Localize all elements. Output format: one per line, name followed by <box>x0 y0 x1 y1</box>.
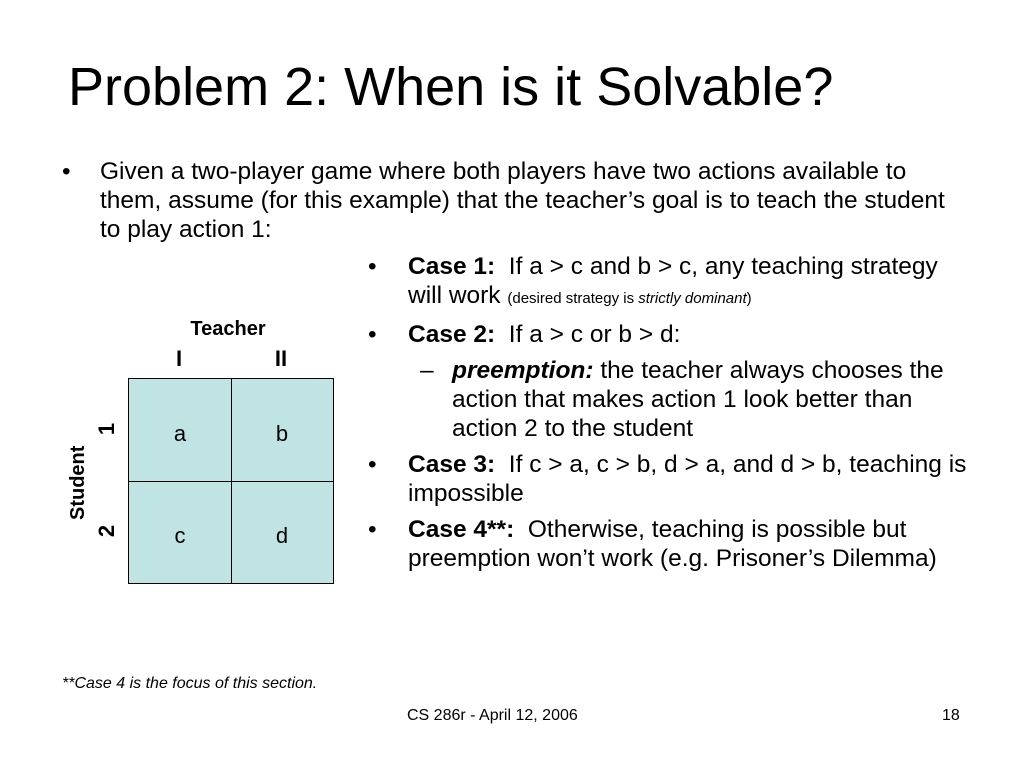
bullet-marker: • <box>368 321 377 348</box>
case-2-preemption <box>368 356 968 443</box>
column-label-1: I <box>175 346 183 371</box>
case-3-label: Case 3: <box>408 451 496 478</box>
preemption-label: preemption: <box>452 357 594 384</box>
payoff-matrix <box>50 310 350 590</box>
case-2 <box>368 320 968 349</box>
case-2-label: Case 2: <box>408 321 496 348</box>
dash-marker: – <box>420 357 434 384</box>
case-1-text: If a > c and b > c, any teaching strategy will work <box>408 253 938 309</box>
page-number: 18 <box>942 707 960 724</box>
case-3-text: If c > a, c > b, d > a, and d > b, teaching is impossible <box>408 451 967 507</box>
row-label-1: 1 <box>94 422 119 436</box>
matrix-grid <box>128 378 334 584</box>
preemption-text: the teacher always chooses the action that makes action 1 look better than action 2 to the student <box>452 357 944 442</box>
case-4-text: Otherwise, teaching is possible but preemption won’t work (e.g. Prisoner’s Dilemma) <box>408 516 937 572</box>
matrix-cell: d <box>275 523 289 548</box>
row-player-label: Student <box>67 445 89 520</box>
matrix-divider-horizontal <box>129 481 333 482</box>
case-4-label: Case 4**: <box>408 516 515 543</box>
cases-list <box>368 252 968 580</box>
case-1-note-emph: strictly dominant <box>638 290 747 307</box>
slide-title: Problem 2: When is it Solvable? <box>68 57 834 117</box>
case-4 <box>368 515 968 573</box>
matrix-cell: b <box>275 421 289 446</box>
bullet-marker: • <box>62 158 71 185</box>
footer-course-date: CS 286r - April 12, 2006 <box>407 707 578 724</box>
bullet-marker: • <box>368 451 377 478</box>
case-3 <box>368 450 968 508</box>
column-label-2: II <box>274 346 288 371</box>
matrix-cell: a <box>173 421 187 446</box>
intro-bullet <box>62 157 962 244</box>
case-1-note-prefix: (desired strategy is <box>507 290 639 307</box>
column-player-label: Teacher <box>190 318 266 340</box>
row-label-2: 2 <box>94 524 119 538</box>
intro-text: Given a two-player game where both players have two actions available to them, assume (for this example) that the teacher’s goal is to teach the student to play action 1: <box>100 158 945 243</box>
case-1-note-suffix: ) <box>746 290 752 307</box>
case-2-text: If a > c or b > d: <box>508 321 681 348</box>
bullet-marker: • <box>368 516 377 543</box>
matrix-cell: c <box>174 523 186 548</box>
bullet-marker: • <box>368 253 377 280</box>
footnote: **Case 4 is the focus of this section. <box>62 675 318 692</box>
case-1-label: Case 1: <box>408 253 496 280</box>
case-1-note <box>507 290 751 307</box>
case-1 <box>368 252 968 313</box>
